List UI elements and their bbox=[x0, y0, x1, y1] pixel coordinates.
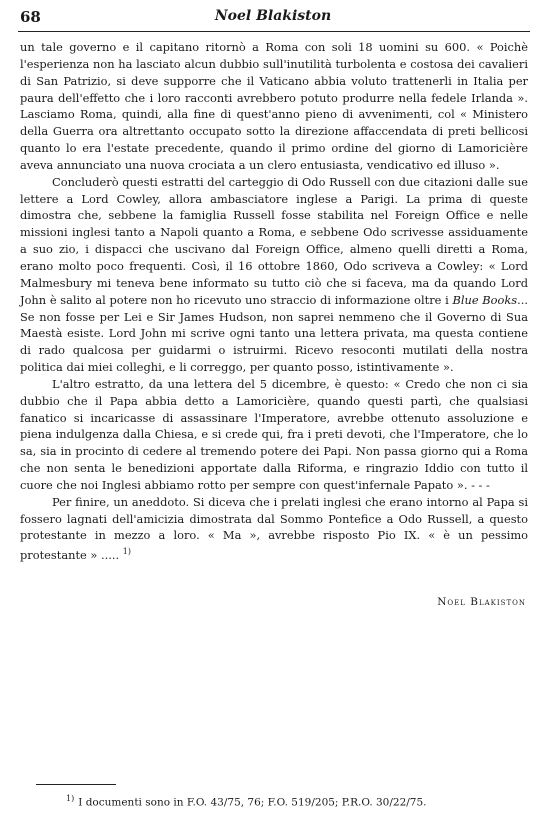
paragraph-4 bbox=[20, 494, 528, 564]
page-number: 68 bbox=[20, 8, 41, 26]
paragraph-text: Concluderò questi estratti del carteggio di Odo Russell con due citazioni dalle sue lettere a Lord Cowley, allora ambasciatore inglese a Parigi. La prima di queste dimostra che, sebbene la famiglia Russell fosse stabilita nel Foreign Office e nelle missioni inglesi tanto a Napoli quanto a Roma, e sebbene Odo scrivesse assiduamente a suo zio, i dispacci che uscivano dal Foreign Office, almeno quelli diretti a Roma, erano molto poco frequenti. Così, il 16 ottobre 1860, Odo scriveva a Cowley: « Lord Malmesbury mi teneva bene informato su tutto ciò che si faceva, ma da quando Lord John è salito al potere non ho ricevuto uno straccio di informazione oltre i bbox=[20, 174, 528, 307]
page-header bbox=[18, 8, 528, 30]
running-head: Noel Blakiston bbox=[214, 8, 332, 24]
paragraph-text: ... Se non fosse per Lei e Sir James Hudson, non saprei nemmeno che il Governo di Sua Maestà esiste. Lord John mi scrive ogni tanto una lettera privata, ma questa contiene di rado qualcosa per guidarmi o istruirmi. Ricevo resoconti mutilati della nostra politica dai miei colleghi, e li correggo, per quanto posso, istintivamente ». bbox=[20, 292, 529, 375]
body-text bbox=[20, 39, 528, 564]
paragraph-text: Per finire, un aneddoto. Si diceva che i prelati inglesi che erano intorno al Papa si fossero lagnati dell'amicizia dimostrata dal Sommo Pontefice a Odo Russell, a questo protestante in mezzo a loro. « Ma », avrebbe risposto Pio IX. « è un pessimo protestante » ..... bbox=[20, 494, 528, 563]
paragraph-text: un tale governo e il capitano ritornò a Roma con soli 18 uomini su 600. « Poichè l'esperienza non ha lasciato alcun dubbio sull'inutilità turbolenta e costosa dei cavalieri di San Patrizio, si deve supporre che il Vaticano abbia voluto trattenerli in Italia per paura dell'effetto che i loro racconti avrebbero potuto produrre nella fedele Irlanda ». Lasciamo Roma, quindi, alla fine di quest'anno pieno di avvenimenti, col « Ministero della Guerra ora altrettanto occupato sotto la direzione affaccendata di preti bellicosi quanto lo era l'estate precedente, quando il primo ordine del giorno di Lamoricière aveva annunciato una nuova crociata a un clero entusiasta, vendicativo ed illuso ». bbox=[20, 40, 528, 172]
paragraph-3 bbox=[20, 376, 528, 494]
header-rule bbox=[18, 31, 530, 32]
author-signature: Noel Blakiston bbox=[437, 596, 526, 608]
footnote-rule bbox=[36, 784, 116, 785]
paragraph-text: L'altro estratto, da una lettera del 5 dicembre, è questo: « Credo che non ci sia dubbio che il Papa abbia detto a Lamoricière, quando questi partì, che qualsiasi fanatico si incaricasse di assassinare l'Imperatore, avrebbe ottenuto assoluzione e piena indulgenza dalla Chiesa, e si crede qui, fra i preti devoti, che l'Imperatore, che lo sa, sia in procinto di cedere al tremendo potere dei Papi. Non passa giorno qui a Roma che non senta le benedizioni apportate dalla Riforma, e ringrazio Iddio con tutto il cuore che noi Inglesi abbiamo rotto per sempre con quest'infernale Papato ». - - - bbox=[20, 376, 528, 492]
paragraph-1 bbox=[20, 39, 528, 174]
book-title: Blue Books bbox=[452, 292, 518, 307]
footnote bbox=[66, 794, 427, 809]
footnote-text: I documenti sono in F.O. 43/75, 76; F.O. 519/205; P.R.O. 30/22/75. bbox=[78, 796, 427, 809]
footnote-reference: 1) bbox=[122, 547, 131, 557]
footnote-marker: 1) bbox=[66, 794, 75, 803]
paragraph-2 bbox=[20, 174, 528, 376]
